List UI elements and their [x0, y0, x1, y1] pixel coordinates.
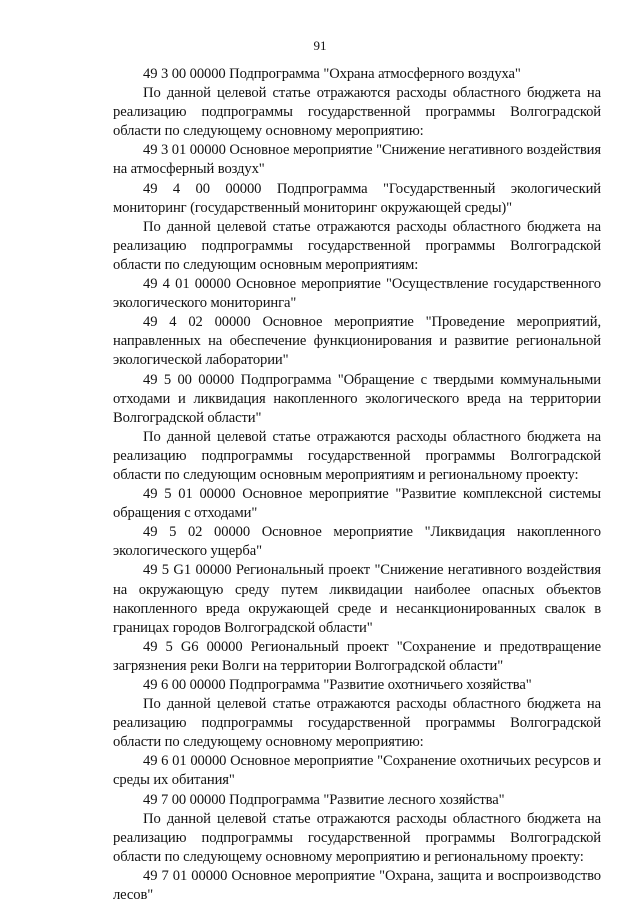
regional-project-49-5-g6: 49 5 G6 00000 Региональный проект "Сохранение и предотвращение загрязнения реки Волги на территории Волгоградской области": [113, 638, 601, 674]
subprogram-heading-49-6: 49 6 00 00000 Подпрограмма "Развитие охотничьего хозяйства": [143, 677, 532, 693]
subprogram-heading-49-3: 49 3 00 00000 Подпрограмма "Охрана атмосферного воздуха": [143, 66, 521, 82]
main-activity-49-6-01: 49 6 01 00000 Основное мероприятие "Сохранение охотничьих ресурсов и среды их обитания": [113, 753, 601, 789]
main-activity-49-3-01: 49 3 01 00000 Основное мероприятие "Снижение негативного воздействия на атмосферный воздух": [113, 142, 601, 178]
main-activity-49-4-01: 49 4 01 00000 Основное мероприятие "Осуществление государственного экологического мониторинга": [113, 276, 601, 312]
regional-project-49-5-g1: 49 5 G1 00000 Региональный проект "Снижение негативного воздействия на окружающую среду путем ликвидации наиболее опасных объектов накопленного вреда окружающей среде и несанкционированных свалок в границах городов Волгоградской области": [113, 562, 601, 636]
main-activity-49-7-01: 49 7 01 00000 Основное мероприятие "Охрана, защита и воспроизводство лесов": [113, 867, 601, 904]
expense-description: По данной целевой статье отражаются расходы областного бюджета на реализацию подпрограммы государственной программы Волгоградской области по следующему основному мероприятию:: [113, 85, 601, 140]
subprogram-heading-49-7: 49 7 00 00000 Подпрограмма "Развитие лесного хозяйства": [143, 791, 505, 808]
main-activity-49-4-02: 49 4 02 00000 Основное мероприятие "Проведение мероприятий, направленных на обеспечение функционирования и развитие региональной экологической лаборатории": [113, 314, 601, 369]
expense-description: По данной целевой статье отражаются расходы областного бюджета на реализацию подпрограммы государственной программы Волгоградской области по следующим основным мероприятиям и региональному проекту:: [113, 428, 601, 483]
page-number: 91: [313, 38, 327, 53]
main-activity-49-5-01: 49 5 01 00000 Основное мероприятие "Развитие комплексной системы обращения с отходами": [113, 486, 601, 522]
main-activity-49-5-02: 49 5 02 00000 Основное мероприятие "Ликвидация накопленного экологического ущерба": [113, 524, 601, 560]
subprogram-heading-49-5: 49 5 00 00000 Подпрограмма "Обращение с твердыми коммунальными отходами и ликвидация накопленного экологического вреда на территории Волгоградской области": [113, 371, 601, 426]
document-body: [113, 65, 601, 905]
expense-description: По данной целевой статье отражаются расходы областного бюджета на реализацию подпрограммы государственной программы Волгоградской области по следующим основным мероприятиям:: [113, 218, 601, 273]
subprogram-heading-49-4: 49 4 00 00000 Подпрограмма "Государственный экологический мониторинг (государственный мониторинг окружающей среды)": [113, 180, 601, 216]
expense-description: По данной целевой статье отражаются расходы областного бюджета на реализацию подпрограммы государственной программы Волгоградской области по следующему основному мероприятию:: [113, 696, 601, 751]
expense-description: По данной целевой статье отражаются расходы областного бюджета на реализацию подпрограммы государственной программы Волгоградской области по следующему основному мероприятию и региональному проекту:: [113, 810, 601, 865]
